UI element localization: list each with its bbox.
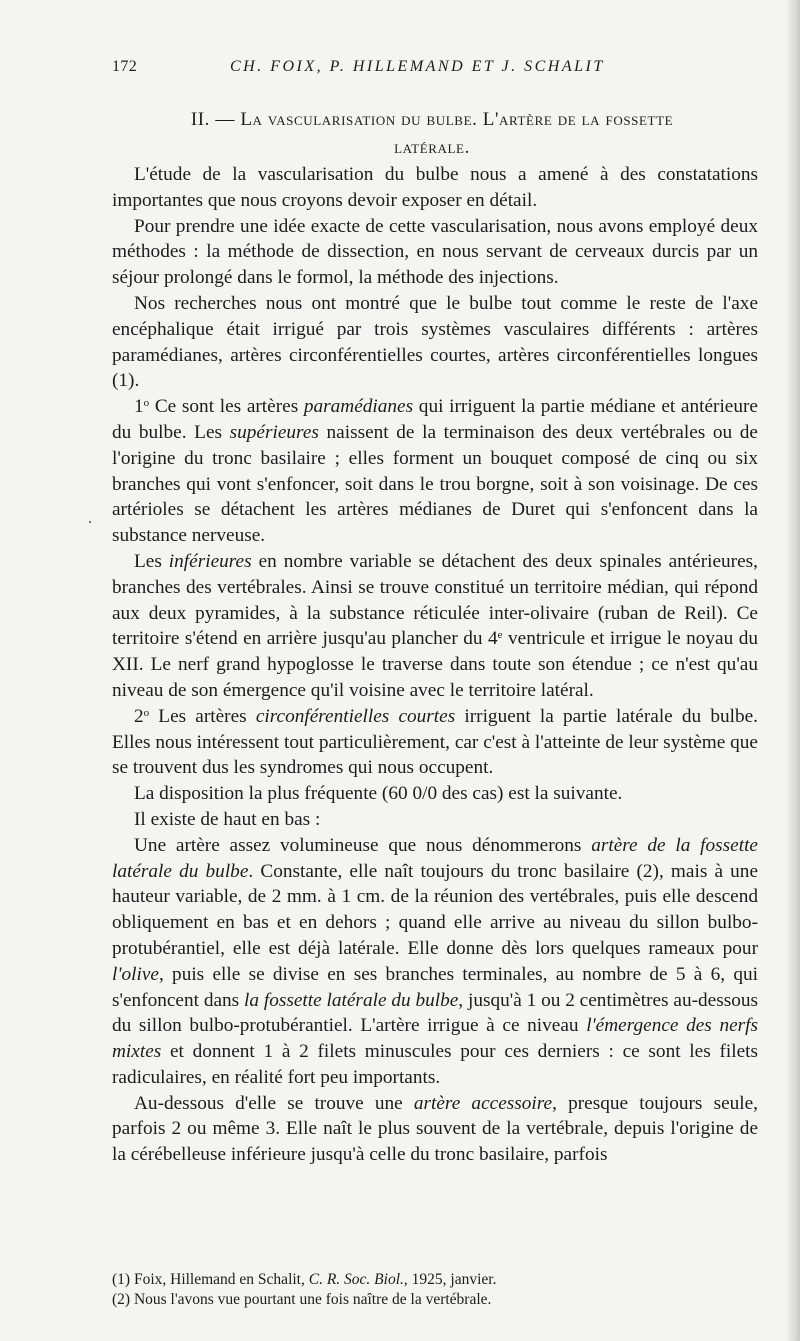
p6-text-2: irriguent la partie latérale du bulbe. Elles nous intéressent tout particulièrement, car c'est à l'atteinte de leur système que se trouvent dus les syndromes qui nous occupent. xyxy=(112,705,758,779)
p6-emphasis-circonferentielles: circonférentielles courtes xyxy=(255,705,456,727)
p10-emphasis-accessoire: artère accessoire xyxy=(413,1092,553,1114)
p4-emphasis-superieures: supérieures xyxy=(229,421,319,443)
p9-emphasis-fossette: la fossette latérale du bulbe xyxy=(244,989,459,1011)
page-number: 172 xyxy=(112,58,138,75)
paragraph-8: Il existe de haut en bas : xyxy=(134,808,321,830)
p10-text-1: Au-dessous d'elle se trouve une xyxy=(134,1092,414,1114)
p9-emphasis-emergence: l'émergence des nerfs mixtes xyxy=(112,1015,759,1063)
footnote-1 xyxy=(112,1270,752,1290)
running-header xyxy=(112,58,752,82)
footnote-1-journal: C. R. Soc. Biol. xyxy=(308,1271,404,1288)
p6-number-sup: o xyxy=(143,706,150,719)
section-heading-line-1: II. — La vascularisation du bulbe. L'artère de la fossette xyxy=(190,109,674,130)
p4-number: 1 xyxy=(134,396,144,418)
body-text xyxy=(112,162,758,1168)
p4-emphasis-paramedianes: paramédianes xyxy=(303,396,414,418)
paragraph-1: L'étude de la vascularisation du bulbe nous a amené à des constatations importantes que nous croyons devoir exposer en détail. xyxy=(112,164,758,211)
p6-text-1: Les artères xyxy=(149,705,256,727)
p4-number-sup: o xyxy=(143,397,150,410)
p5-sup: e xyxy=(497,629,503,642)
section-heading-line-2: latérale. xyxy=(394,137,470,158)
p4-text-2: qui irriguent la partie médiane et antérieure du bulbe. Les xyxy=(112,396,758,443)
paragraph-2: Pour prendre une idée exacte de cette vascularisation, nous avons employé deux méthodes : la méthode de dissection, en nous servant de cerveaux durcis par un séjour prolongé dans le formol, la méthode des injections. xyxy=(112,215,758,289)
page-edge-shadow xyxy=(786,0,800,1341)
footnote-1-text: (1) Foix, Hillemand en Schalit, xyxy=(112,1271,309,1288)
p5-emphasis-inferieures: inférieures xyxy=(168,550,252,572)
footnote-1-date: , 1925, janvier. xyxy=(403,1271,497,1288)
p9-text-1: Une artère assez volumineuse que nous dénommerons xyxy=(134,834,592,856)
margin-mark: . xyxy=(88,510,92,527)
p5-text-1: Les xyxy=(134,550,169,572)
p4-text-1: Ce sont les artères xyxy=(149,396,304,418)
footnotes xyxy=(112,1270,752,1310)
p5-text-3: ventricule et irrigue le noyau du XII. Le nerf grand hypoglosse le traverse dans toute son étendue ; ce n'est qu'au niveau de son émergence qu'il voisine avec le territoire latéral. xyxy=(112,628,758,701)
paragraph-4 xyxy=(112,394,758,549)
section-heading xyxy=(112,106,752,162)
p9-emphasis-olive: l'olive xyxy=(112,963,159,985)
paragraph-9 xyxy=(112,833,758,1091)
p10-text-2: , presque toujours seule, parfois 2 ou même 3. Elle naît le plus souvent de la vertébrale, depuis l'origine de la cérébelleuse inférieure jusqu'à celle du tronc basilaire, parfois xyxy=(112,1092,759,1166)
p9-text-3: , puis elle se divise en ses branches terminales, au nombre de 5 à 6, qui s'enfoncent dans xyxy=(112,963,758,1011)
paragraph-3: Nos recherches nous ont montré que le bulbe tout comme le reste de l'axe encéphalique était irrigué par trois systèmes vasculaires différents : artères paramédianes, artères circonférentielles courtes, artères circonférentielles longues (1). xyxy=(112,292,758,392)
paragraph-5 xyxy=(112,549,758,704)
paragraph-10 xyxy=(112,1091,758,1168)
p6-number: 2 xyxy=(134,705,144,727)
p9-text-5: et donnent 1 à 2 filets minuscules pour ces derniers : ce sont les filets radiculaires, en réalité fort peu importants. xyxy=(112,1041,758,1088)
p9-text-4: , jusqu'à 1 ou 2 centimètres au-dessous du sillon bulbo-protubérantiel. L'artère irrigue à ce niveau xyxy=(112,989,759,1037)
p4-text-3: naissent de la terminaison des deux vertébrales ou de l'origine du tronc basilaire ; elles forment un bouquet composé de cinq ou six branches qui vont s'enfoncer, soit dans le trou borgne, soit à son voisinage. De ces artérioles se détachent les artères médianes de Duret qui s'enfoncent dans la substance nerveuse. xyxy=(112,421,758,547)
paragraph-7: La disposition la plus fréquente (60 0/0 des cas) est la suivante. xyxy=(134,783,623,805)
p9-text-2: . Constante, elle naît toujours du tronc basilaire (2), mais à une hauteur variable, de 2 mm. à 1 cm. de la réunion des vertébrales, puis elle descend obliquement en bas et en dehors ; quand elle arrive au niveau du sillon bulbo-protubérantiel, elle est déjà latérale. Elle donne dès lors quelques rameaux pour xyxy=(112,860,759,959)
running-title: CH. FOIX, P. HILLEMAND ET J. SCHALIT xyxy=(230,58,605,75)
p5-text-2: en nombre variable se détachent des deux spinales antérieures, branches des vertébrales. Ainsi se trouve constitué un territoire médian, qui répond aux deux pyramides, à la substance réticulée inter-olivaire (ruban de Reil). Ce territoire s'étend en arrière jusqu'au plancher du 4 xyxy=(112,550,758,650)
p9-emphasis-artere-fossette: artère de la fossette latérale du bulbe xyxy=(112,834,758,882)
paragraph-6 xyxy=(112,704,758,781)
footnote-2: (2) Nous l'avons vue pourtant une fois naître de la vertébrale. xyxy=(112,1291,492,1308)
